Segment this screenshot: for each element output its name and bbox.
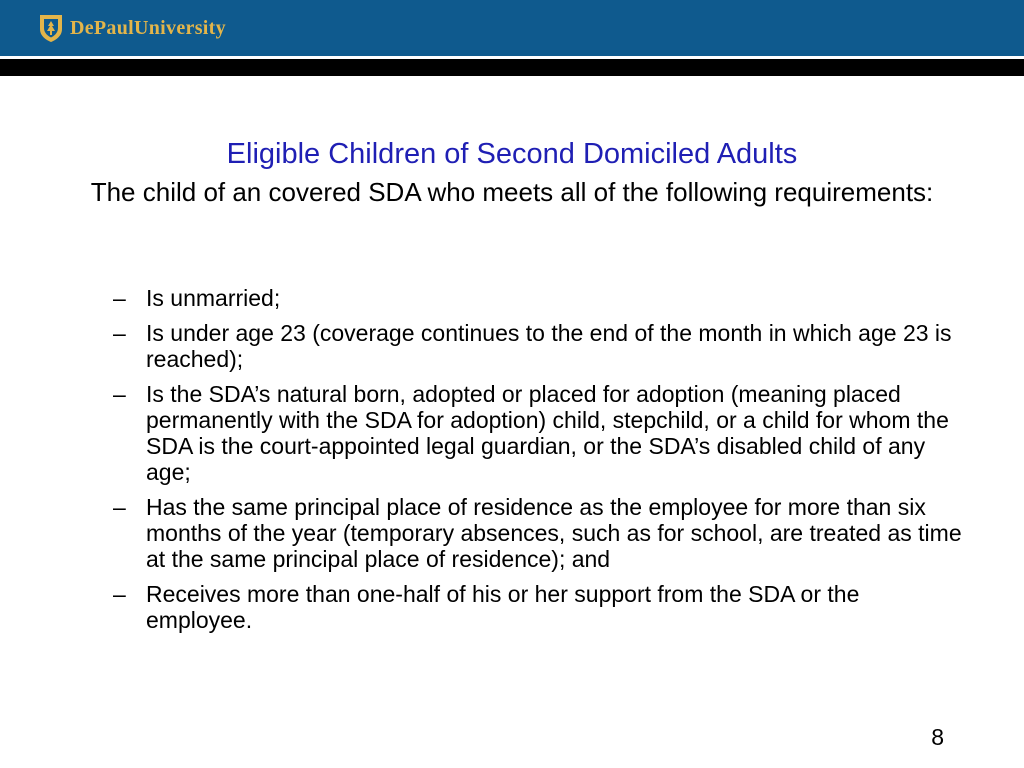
- slide-title: Eligible Children of Second Domiciled Adults: [226, 138, 798, 170]
- bullet-dash: –: [113, 320, 126, 346]
- university-logo: [38, 13, 226, 43]
- depaul-shield-icon: [38, 13, 64, 43]
- university-name: DePaulUniversity: [70, 17, 226, 39]
- header-bar: [0, 0, 1024, 56]
- list-item: [113, 581, 963, 633]
- slide-subtitle: The child of an covered SDA who meets all of the following requirements:: [90, 177, 934, 207]
- bullet-dash: –: [113, 285, 126, 311]
- list-item-text: Is the SDA’s natural born, adopted or placed for adoption (meaning placed permanently with the SDA for adoption) child, stepchild, or a child for whom the SDA is the court-appointed legal guardian, or the SDA’s disabled child of any age;: [146, 381, 949, 485]
- list-item-text: Has the same principal place of residence as the employee for more than six months of the year (temporary absences, such as for school, are treated as time at the same principal place of residence); and: [146, 494, 962, 572]
- header-band: [0, 59, 1024, 76]
- list-item-text: Receives more than one-half of his or her support from the SDA or the employee.: [146, 581, 860, 633]
- bullet-dash: –: [113, 494, 126, 520]
- page-number: 8: [931, 724, 944, 750]
- list-item: [113, 285, 963, 311]
- list-item-text: Is unmarried;: [146, 285, 281, 311]
- list-item: [113, 320, 963, 372]
- list-item: [113, 381, 963, 485]
- bullet-dash: –: [113, 581, 126, 607]
- list-item: [113, 494, 963, 572]
- requirements-list: [113, 285, 963, 642]
- bullet-dash: –: [113, 381, 126, 407]
- list-item-text: Is under age 23 (coverage continues to the end of the month in which age 23 is reached);: [146, 320, 952, 372]
